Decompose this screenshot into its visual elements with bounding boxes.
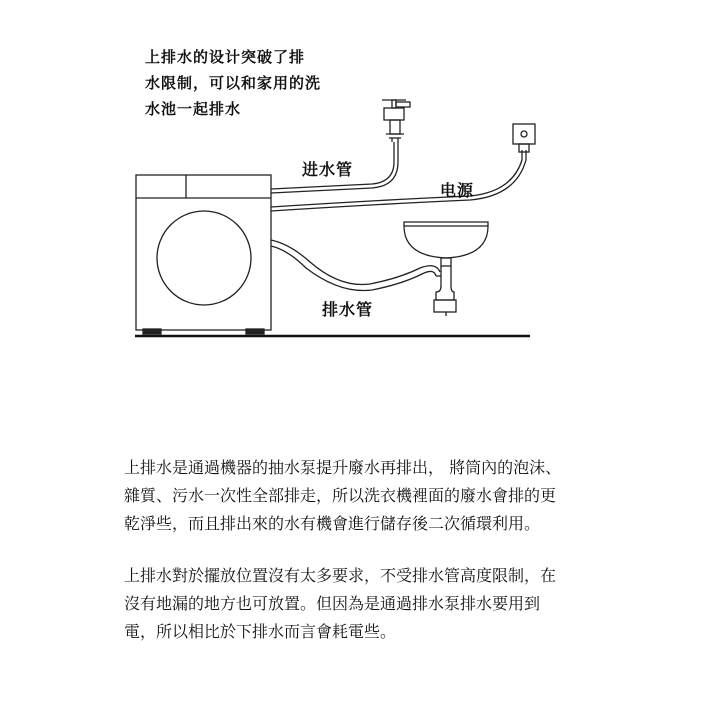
washing-machine: [136, 175, 271, 334]
caption-line: 水池一起排水: [145, 100, 242, 118]
article-body: [124, 454, 564, 670]
power-socket-icon: [513, 124, 535, 152]
paragraph: 上排水對於擺放位置沒有太多要求，不受排水管高度限制，在沒有地漏的地方也可放置。但因為是通過排水泵排水要用到電，所以相比於下排水而言會耗電些。: [124, 566, 557, 641]
inlet-pipe-label: 进水管: [302, 160, 354, 179]
drain-pipe-label: 排水管: [322, 300, 374, 319]
diagram-caption: [145, 44, 355, 122]
power-label: 电源: [440, 181, 475, 200]
faucet-icon: [382, 100, 410, 142]
paragraph: 上排水是通過機器的抽水泵提升廢水再排出， 將筒內的泡沫、雜質、污水一次性全部排走，所以洗衣機裡面的廢水會排的更乾淨些，而且排出來的水有機會進行儲存後二次循環利用。: [124, 458, 562, 533]
caption-line: 上排水的设计突破了排: [145, 48, 306, 66]
caption-line: 水限制，可以和家用的洗: [145, 74, 322, 92]
